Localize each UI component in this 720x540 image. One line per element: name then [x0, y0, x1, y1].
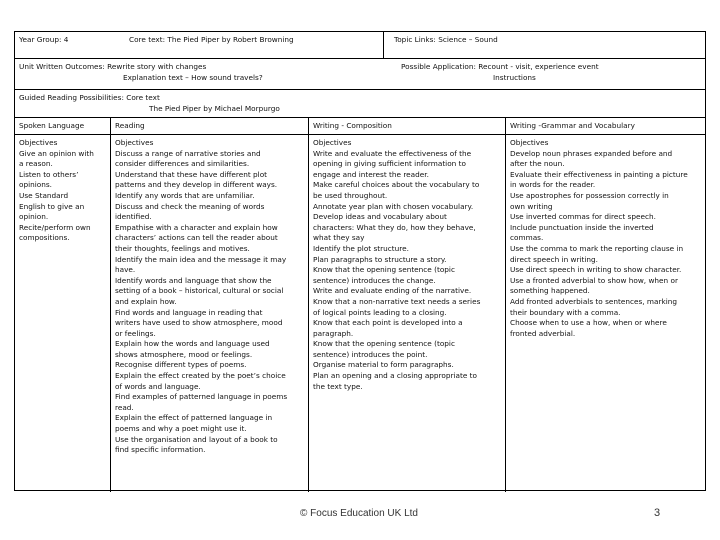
objective-line: commas. — [510, 233, 544, 243]
objective-line: Plan an opening and a closing appropriate to — [313, 371, 477, 381]
objective-line: direct speech in writing. — [510, 254, 598, 264]
objective-line: Know that a non-narrative text needs a series — [313, 296, 481, 306]
grammar-objectives — [505, 135, 707, 492]
objective-line: Explain the effect of patterned language in — [115, 413, 273, 423]
objective-line: Make careful choices about the vocabulary to — [313, 180, 480, 190]
objective-line: sentence) introduces the change. — [313, 275, 436, 285]
objective-line: something happened. — [510, 286, 590, 296]
objective-line: Empathise with a character and explain how — [115, 222, 278, 232]
objective-line: Explain how the words and language used — [115, 339, 270, 349]
possible-application-second: Instructions — [493, 72, 536, 82]
objective-line: opening in giving sufficient information to — [313, 159, 466, 169]
objective-line: Discuss a range of narrative stories and — [115, 148, 261, 158]
objective-line: Choose when to use a how, when or where — [510, 318, 667, 328]
spoken-objectives — [15, 135, 110, 492]
objective-line: Find examples of patterned language in poems — [115, 392, 288, 402]
possible-application-cell — [397, 59, 707, 89]
objective-line: Organise material to form paragraphs. — [313, 360, 454, 370]
objective-line: Recognise different types of poems. — [115, 360, 247, 370]
objective-line: Give an opinion with — [19, 148, 94, 158]
objective-line: own writing — [510, 201, 553, 211]
objective-line: opinions. — [19, 180, 52, 190]
guided-reading: Guided Reading Possibilities: Core text — [19, 93, 160, 102]
objective-line: Use the organisation and layout of a book to — [115, 434, 278, 444]
objective-line: and explain how. — [115, 296, 177, 306]
objective-line: Objectives — [313, 138, 352, 147]
objective-line: compositions. — [19, 233, 70, 243]
objective-line: Listen to others’ — [19, 169, 79, 179]
heading-reading — [110, 118, 308, 134]
objective-line: after the noun. — [510, 159, 565, 169]
objective-line: shows atmosphere, mood or feelings. — [115, 349, 253, 359]
objective-line: in words for the reader. — [510, 180, 596, 190]
objective-line: Identify words and language that show the — [115, 275, 272, 285]
heading-writing-grammar — [505, 118, 707, 134]
objective-line: Recite/perform own — [19, 222, 91, 232]
objective-line: poems and why a poet might use it. — [115, 424, 247, 434]
objective-line: Plan paragraphs to structure a story. — [313, 254, 447, 264]
objective-line: Develop ideas and vocabulary about — [313, 212, 447, 222]
core-text: Core text: The Pied Piper by Robert Browning — [129, 35, 294, 44]
topic-links-cell — [383, 32, 707, 58]
objective-line: setting of a book – historical, cultural or social — [115, 286, 284, 296]
objective-line: Find words and language in reading that — [115, 307, 263, 317]
year-group-cell — [15, 32, 115, 58]
objective-line: Identify the main idea and the message it may — [115, 254, 287, 264]
objective-line: Discuss and check the meaning of words — [115, 201, 265, 211]
objective-line: Include punctuation inside the inverted — [510, 222, 654, 232]
year-group: Year Group: 4 — [19, 35, 69, 44]
objective-line: of logical points leading to a closing. — [313, 307, 447, 317]
objective-line: characters’ actions can tell the reader about — [115, 233, 278, 243]
objective-line: read. — [115, 402, 134, 412]
objective-line: Objectives — [510, 138, 549, 147]
planning-table — [14, 31, 706, 491]
heading-spoken-language-text: Spoken Language — [19, 121, 85, 130]
header-row — [15, 32, 705, 59]
objective-line: Evaluate their effectiveness in painting a picture — [510, 169, 688, 179]
heading-writing-composition — [308, 118, 505, 134]
objective-line: Know that each point is developed into a — [313, 318, 463, 328]
objective-line: identified. — [115, 212, 152, 222]
written-outcomes: Unit Written Outcomes: Rewrite story with changes — [19, 62, 207, 71]
composition-objectives — [308, 135, 505, 492]
objective-line: Use Standard — [19, 190, 69, 200]
objective-line: paragraph. — [313, 328, 354, 338]
objective-line: their boundary with a comma. — [510, 307, 621, 317]
objective-line: characters: What they do, how they behave, — [313, 222, 476, 232]
heading-writing-grammar-text: Writing -Grammar and Vocabulary — [510, 121, 635, 130]
objective-line: Use inverted commas for direct speech. — [510, 212, 656, 222]
outcomes-row — [15, 59, 705, 90]
objective-line: Use apostrophes for possession correctly in — [510, 190, 669, 200]
objective-line: Use the comma to mark the reporting clause in — [510, 243, 684, 253]
objective-line: have. — [115, 265, 136, 275]
guided-reading-row — [15, 90, 705, 118]
objective-line: writers have used to show atmosphere, mood — [115, 318, 283, 328]
objective-line: the text type. — [313, 381, 363, 391]
objective-line: Use a fronted adverbial to show how, when or — [510, 275, 678, 285]
objective-line: find specific information. — [115, 445, 206, 455]
page-number: 3 — [654, 507, 661, 519]
heading-writing-composition-text: Writing - Composition — [313, 121, 392, 130]
objective-line: Identify any words that are unfamiliar. — [115, 190, 255, 200]
objective-line: Write and evaluate the effectiveness of the — [313, 148, 472, 158]
objective-line: fronted adverbial. — [510, 328, 576, 338]
objective-line: English to give an — [19, 201, 85, 211]
objective-line: or feelings. — [115, 328, 156, 338]
guided-reading-cell — [15, 90, 707, 117]
heading-spoken-language — [15, 118, 110, 134]
objectives-row — [15, 135, 705, 492]
objective-line: Objectives — [115, 138, 154, 147]
objective-line: opinion. — [19, 212, 49, 222]
objective-line: Identify the plot structure. — [313, 243, 409, 253]
objective-line: Use direct speech in writing to show character. — [510, 265, 682, 275]
objective-line: Objectives — [19, 138, 58, 147]
core-text-cell — [115, 32, 383, 58]
objective-line: Add fronted adverbials to sentences, marking — [510, 296, 678, 306]
objective-line: of words and language. — [115, 381, 201, 391]
objective-line: sentence) introduces the point. — [313, 349, 428, 359]
written-outcomes-second: Explanation text – How sound travels? — [123, 72, 263, 82]
objective-line: Know that the opening sentence (topic — [313, 265, 455, 275]
objective-line: Annotate year plan with chosen vocabulary. — [313, 201, 474, 211]
objective-line: what they say — [313, 233, 365, 243]
heading-reading-text: Reading — [115, 121, 145, 130]
copyright: © Focus Education UK Ltd — [300, 508, 418, 519]
reading-objectives — [110, 135, 308, 492]
topic-links: Topic Links: Science – Sound — [394, 35, 498, 44]
objective-line: Understand that these have different plot — [115, 169, 268, 179]
objective-line: Explain the effect created by the poet’s choice — [115, 371, 286, 381]
possible-application: Possible Application: Recount - visit, experience event — [401, 62, 599, 71]
column-headings-row — [15, 118, 705, 135]
objective-line: their thoughts, feelings and motives. — [115, 243, 250, 253]
guided-reading-second: The Pied Piper by Michael Morpurgo — [149, 103, 280, 113]
written-outcomes-cell — [15, 59, 395, 89]
objective-line: Develop noun phrases expanded before and — [510, 148, 673, 158]
objective-line: Know that the opening sentence (topic — [313, 339, 455, 349]
objective-line: be used throughout. — [313, 190, 388, 200]
objective-line: a reason. — [19, 159, 53, 169]
objective-line: engage and interest the reader. — [313, 169, 429, 179]
objective-line: Write and evaluate ending of the narrative. — [313, 286, 472, 296]
objective-line: consider differences and similarities. — [115, 159, 250, 169]
objective-line: patterns and they develop in different ways. — [115, 180, 278, 190]
